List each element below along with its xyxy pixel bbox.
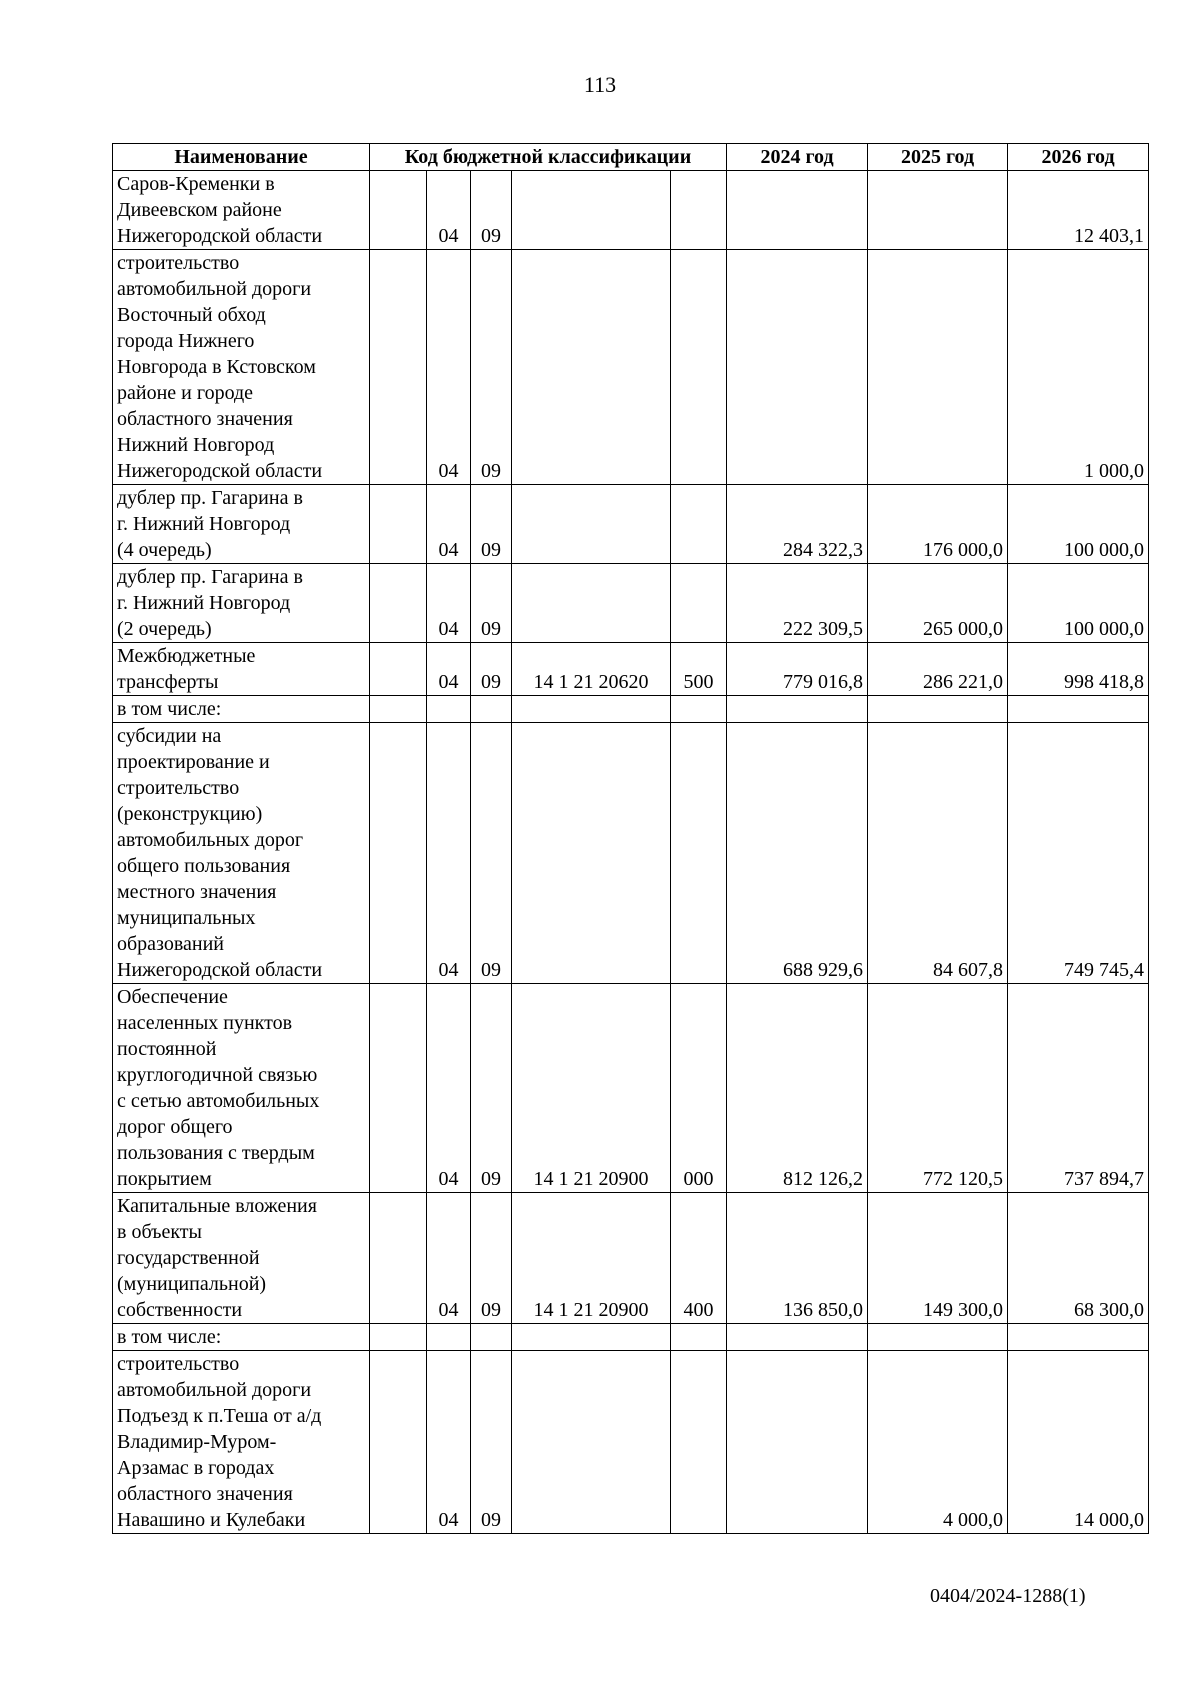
code-target-article [512, 696, 671, 723]
value-2024: 222 309,5 [727, 564, 868, 643]
code-subsection: 09 [471, 1351, 512, 1534]
code-section-blank [370, 1193, 427, 1324]
page-number: 113 [583, 72, 617, 97]
row-name: в том числе: [113, 696, 370, 723]
code-expense-type [671, 564, 727, 643]
code-section-blank [370, 984, 427, 1193]
code-section-blank [370, 250, 427, 485]
value-2025 [868, 696, 1008, 723]
header-name: Наименование [113, 144, 370, 171]
code-subsection: 09 [471, 171, 512, 250]
code-section: 04 [427, 1351, 471, 1534]
code-target-article [512, 1351, 671, 1534]
value-2025: 286 221,0 [868, 643, 1008, 696]
code-target-article [512, 485, 671, 564]
code-section: 04 [427, 723, 471, 984]
code-section-blank [370, 643, 427, 696]
header-2026: 2026 год [1008, 144, 1149, 171]
code-section: 04 [427, 984, 471, 1193]
value-2026: 14 000,0 [1008, 1351, 1149, 1534]
code-section [427, 696, 471, 723]
row-name: Саров-Кременки в Дивеевском районе Нижегородской области [113, 171, 370, 250]
value-2024 [727, 696, 868, 723]
code-expense-type [671, 1324, 727, 1351]
value-2024 [727, 250, 868, 485]
row-name: Обеспечение населенных пунктов постоянной круглогодичной связью с сетью автомобильных дорог общего пользования с твердым покрытием [113, 984, 370, 1193]
row-name: Капитальные вложения в объекты государственной (муниципальной) собственности [113, 1193, 370, 1324]
value-2026 [1008, 1324, 1149, 1351]
table-row [113, 723, 1149, 984]
value-2024: 779 016,8 [727, 643, 868, 696]
code-section: 04 [427, 564, 471, 643]
value-2025: 265 000,0 [868, 564, 1008, 643]
code-section-blank [370, 171, 427, 250]
code-expense-type [671, 250, 727, 485]
code-subsection: 09 [471, 643, 512, 696]
row-name: в том числе: [113, 1324, 370, 1351]
value-2026: 749 745,4 [1008, 723, 1149, 984]
value-2026: 100 000,0 [1008, 564, 1149, 643]
document-code: 0404/2024-1288(1) [930, 1585, 1086, 1607]
value-2024 [727, 171, 868, 250]
code-subsection: 09 [471, 485, 512, 564]
code-subsection: 09 [471, 723, 512, 984]
header-row [113, 144, 1149, 171]
code-expense-type [671, 696, 727, 723]
header-code: Код бюджетной классификации [370, 144, 727, 171]
code-section-blank [370, 485, 427, 564]
code-section-blank [370, 1324, 427, 1351]
code-subsection [471, 696, 512, 723]
value-2024: 284 322,3 [727, 485, 868, 564]
value-2026: 12 403,1 [1008, 171, 1149, 250]
code-target-article: 14 1 21 20900 [512, 984, 671, 1193]
value-2026 [1008, 696, 1149, 723]
table-row [113, 171, 1149, 250]
value-2025: 84 607,8 [868, 723, 1008, 984]
row-name: строительство автомобильной дороги Подъезд к п.Теша от а/д Владимир-Муром- Арзамас в городах областного значения Навашино и Кулебаки [113, 1351, 370, 1534]
value-2026: 68 300,0 [1008, 1193, 1149, 1324]
row-name: субсидии на проектирование и строительство (реконструкцию) автомобильных дорог общего пользования местного значения муниципальных образований Нижегородской области [113, 723, 370, 984]
code-subsection: 09 [471, 250, 512, 485]
value-2025 [868, 250, 1008, 485]
code-target-article [512, 250, 671, 485]
code-target-article: 14 1 21 20620 [512, 643, 671, 696]
table-row [113, 564, 1149, 643]
code-subsection: 09 [471, 984, 512, 1193]
table-row [113, 643, 1149, 696]
code-expense-type: 500 [671, 643, 727, 696]
value-2025: 4 000,0 [868, 1351, 1008, 1534]
value-2025: 772 120,5 [868, 984, 1008, 1193]
code-target-article [512, 564, 671, 643]
code-section: 04 [427, 485, 471, 564]
code-subsection: 09 [471, 564, 512, 643]
code-expense-type: 400 [671, 1193, 727, 1324]
table-row [113, 984, 1149, 1193]
code-section: 04 [427, 643, 471, 696]
code-expense-type [671, 1351, 727, 1534]
table-row [113, 1351, 1149, 1534]
value-2024: 136 850,0 [727, 1193, 868, 1324]
value-2024: 688 929,6 [727, 723, 868, 984]
code-section: 04 [427, 1193, 471, 1324]
row-name: дублер пр. Гагарина в г. Нижний Новгород (2 очередь) [113, 564, 370, 643]
table-row [113, 696, 1149, 723]
value-2025 [868, 171, 1008, 250]
value-2025: 176 000,0 [868, 485, 1008, 564]
code-expense-type [671, 723, 727, 984]
value-2025: 149 300,0 [868, 1193, 1008, 1324]
value-2026: 737 894,7 [1008, 984, 1149, 1193]
table-row [113, 250, 1149, 485]
value-2026: 1 000,0 [1008, 250, 1149, 485]
value-2024 [727, 1351, 868, 1534]
value-2026: 998 418,8 [1008, 643, 1149, 696]
code-section [427, 1324, 471, 1351]
code-target-article [512, 1324, 671, 1351]
row-name: Межбюджетные трансферты [113, 643, 370, 696]
code-expense-type: 000 [671, 984, 727, 1193]
header-2024: 2024 год [727, 144, 868, 171]
code-expense-type [671, 485, 727, 564]
code-section: 04 [427, 250, 471, 485]
code-section-blank [370, 564, 427, 643]
code-expense-type [671, 171, 727, 250]
value-2024: 812 126,2 [727, 984, 868, 1193]
code-section-blank [370, 1351, 427, 1534]
row-name: дублер пр. Гагарина в г. Нижний Новгород (4 очередь) [113, 485, 370, 564]
row-name: строительство автомобильной дороги Восточный обход города Нижнего Новгорода в Кстовском районе и городе областного значения Нижний Новгород Нижегородской области [113, 250, 370, 485]
code-target-article: 14 1 21 20900 [512, 1193, 671, 1324]
header-2025: 2025 год [868, 144, 1008, 171]
budget-table [112, 143, 1149, 1534]
table-row [113, 1324, 1149, 1351]
code-subsection [471, 1324, 512, 1351]
table-row [113, 1193, 1149, 1324]
code-section-blank [370, 696, 427, 723]
code-section: 04 [427, 171, 471, 250]
code-subsection: 09 [471, 1193, 512, 1324]
value-2025 [868, 1324, 1008, 1351]
code-target-article [512, 723, 671, 984]
table-row [113, 485, 1149, 564]
code-section-blank [370, 723, 427, 984]
code-target-article [512, 171, 671, 250]
value-2024 [727, 1324, 868, 1351]
value-2026: 100 000,0 [1008, 485, 1149, 564]
